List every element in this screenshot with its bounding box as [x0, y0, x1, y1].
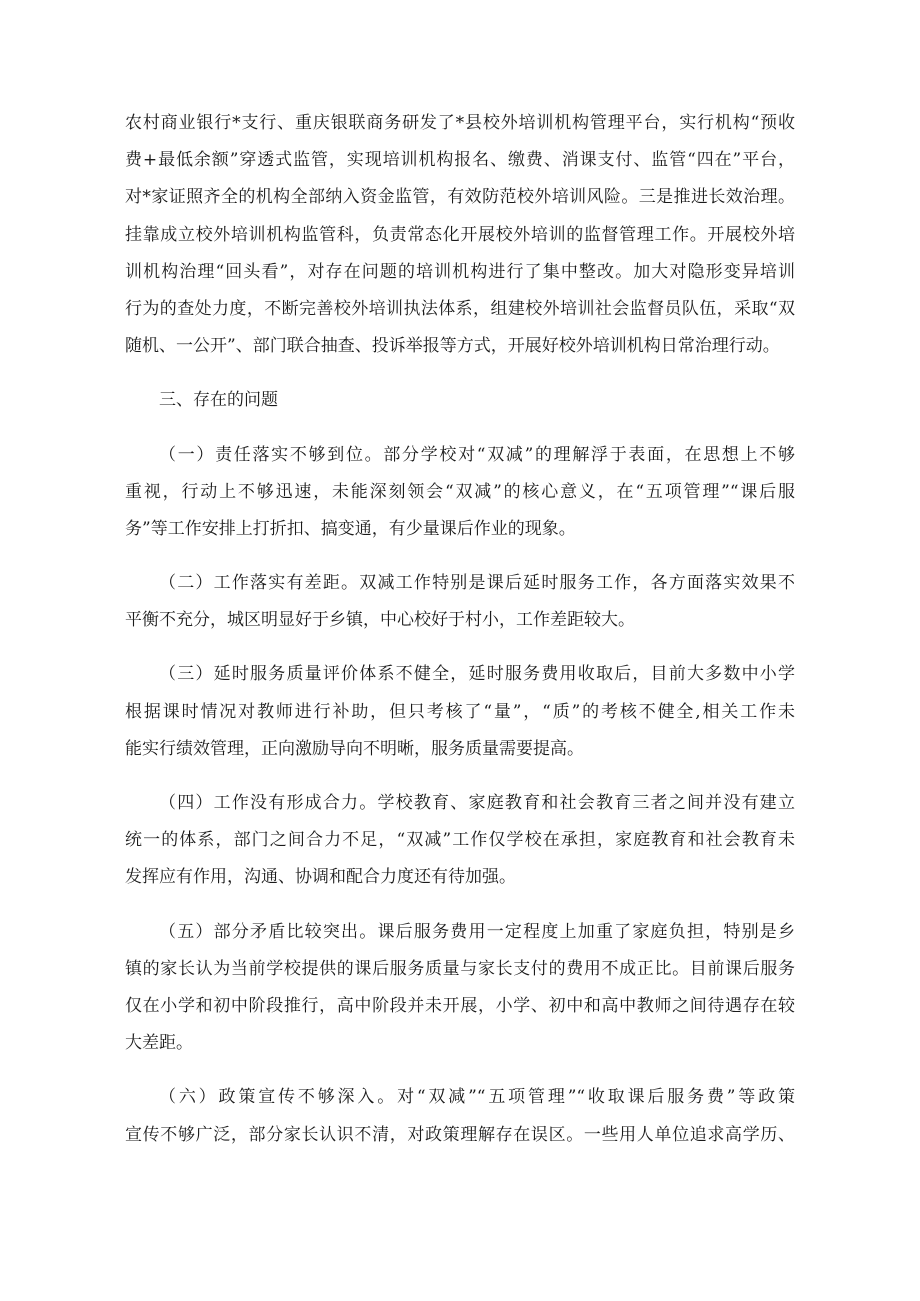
text-line: 发挥应有作用，沟通、协调和配合力度还有待加强。: [125, 867, 516, 888]
text-line: （二）工作落实有差距。双减工作特别是课后延时服务工作，各方面落实效果不: [159, 573, 795, 594]
text-line: 镇的家长认为当前学校提供的课后服务质量与家长支付的费用不成正比。目前课后服务: [125, 958, 795, 979]
text-line: 挂靠成立校外培训机构监管科，负责常态化开展校外培训的监督管理工作。开展校外培: [125, 224, 795, 245]
text-line: （三）延时服务质量评价体系不健全，延时服务费用收取后，目前大多数中小学: [159, 664, 795, 685]
heading-line: 三、存在的问题: [159, 390, 278, 411]
section-heading: [125, 389, 795, 411]
text-line: 宣传不够广泛，部分家长认识不清，对政策理解存在误区。一些用人单位追求高学历、: [125, 1124, 795, 1145]
paragraph-issue-1: [125, 444, 795, 540]
paragraph-issue-4: [125, 792, 795, 888]
text-line: （一）责任落实不够到位。部分学校对“双减”的理解浮于表面，在思想上不够: [159, 444, 795, 465]
text-line: 统一的体系，部门之间合力不足，“双减”工作仅学校在承担，家庭教育和社会教育未: [125, 830, 795, 851]
text-line: 能实行绩效管理，正向激励导向不明晰，服务质量需要提高。: [125, 738, 584, 759]
text-line: 行为的查处力度，不断完善校外培训执法体系，组建校外培训社会监督员队伍，采取“双: [125, 298, 795, 319]
text-line: 农村商业银行*支行、重庆银联商务研发了*县校外培训机构管理平台，实行机构“预收: [125, 113, 795, 133]
text-line: 根据课时情况对教师进行补助，但只考核了“量”，“质”的考核不健全,相关工作未: [125, 701, 795, 722]
text-line: （四）工作没有形成合力。学校教育、家庭教育和社会教育三者之间并没有建立: [159, 793, 795, 813]
text-line: 务”等工作安排上打折扣、搞变通，有少量课后作业的现象。: [125, 518, 576, 539]
text-line: 重视，行动上不够迅速，未能深刻领会“双减”的核心意义，在“五项管理”“课后服: [125, 481, 795, 502]
text-line: 大差距。: [125, 1033, 193, 1054]
text-line: 仅在小学和初中阶段推行，高中阶段并未开展，小学、初中和高中教师之间待遇存在较: [125, 995, 795, 1016]
text-line: 训机构治理“回头看”，对存在问题的培训机构进行了集中整改。加大对隐形变异培训: [125, 261, 795, 282]
paragraph-issue-5: [125, 921, 795, 1055]
text-line: 费+最低余额”穿透式监管，实现培训机构报名、缴费、消课支付、监管“四在”平台，: [125, 150, 795, 171]
text-line: 平衡不充分，城区明显好于乡镇，中心校好于村小，工作差距较大。: [125, 610, 635, 631]
paragraph-issue-3: [125, 663, 795, 759]
paragraph-issue-6: [125, 1086, 795, 1145]
document-page: [125, 112, 795, 1161]
text-line: 对*家证照齐全的机构全部纳入资金监管，有效防范校外培训风险。三是推进长效治理。: [125, 187, 795, 208]
text-line: 随机、一公开”、部门联合抽查、投诉举报等方式，开展好校外培训机构日常治理行动。: [125, 336, 780, 357]
text-line: （六）政策宣传不够深入。对“双减”“五项管理”“收取课后服务费”等政策: [159, 1087, 795, 1108]
paragraph-issue-2: [125, 572, 795, 631]
paragraph-continuation: [125, 112, 795, 357]
text-line: （五）部分矛盾比较突出。课后服务费用一定程度上加重了家庭负担，特别是乡: [159, 921, 795, 942]
